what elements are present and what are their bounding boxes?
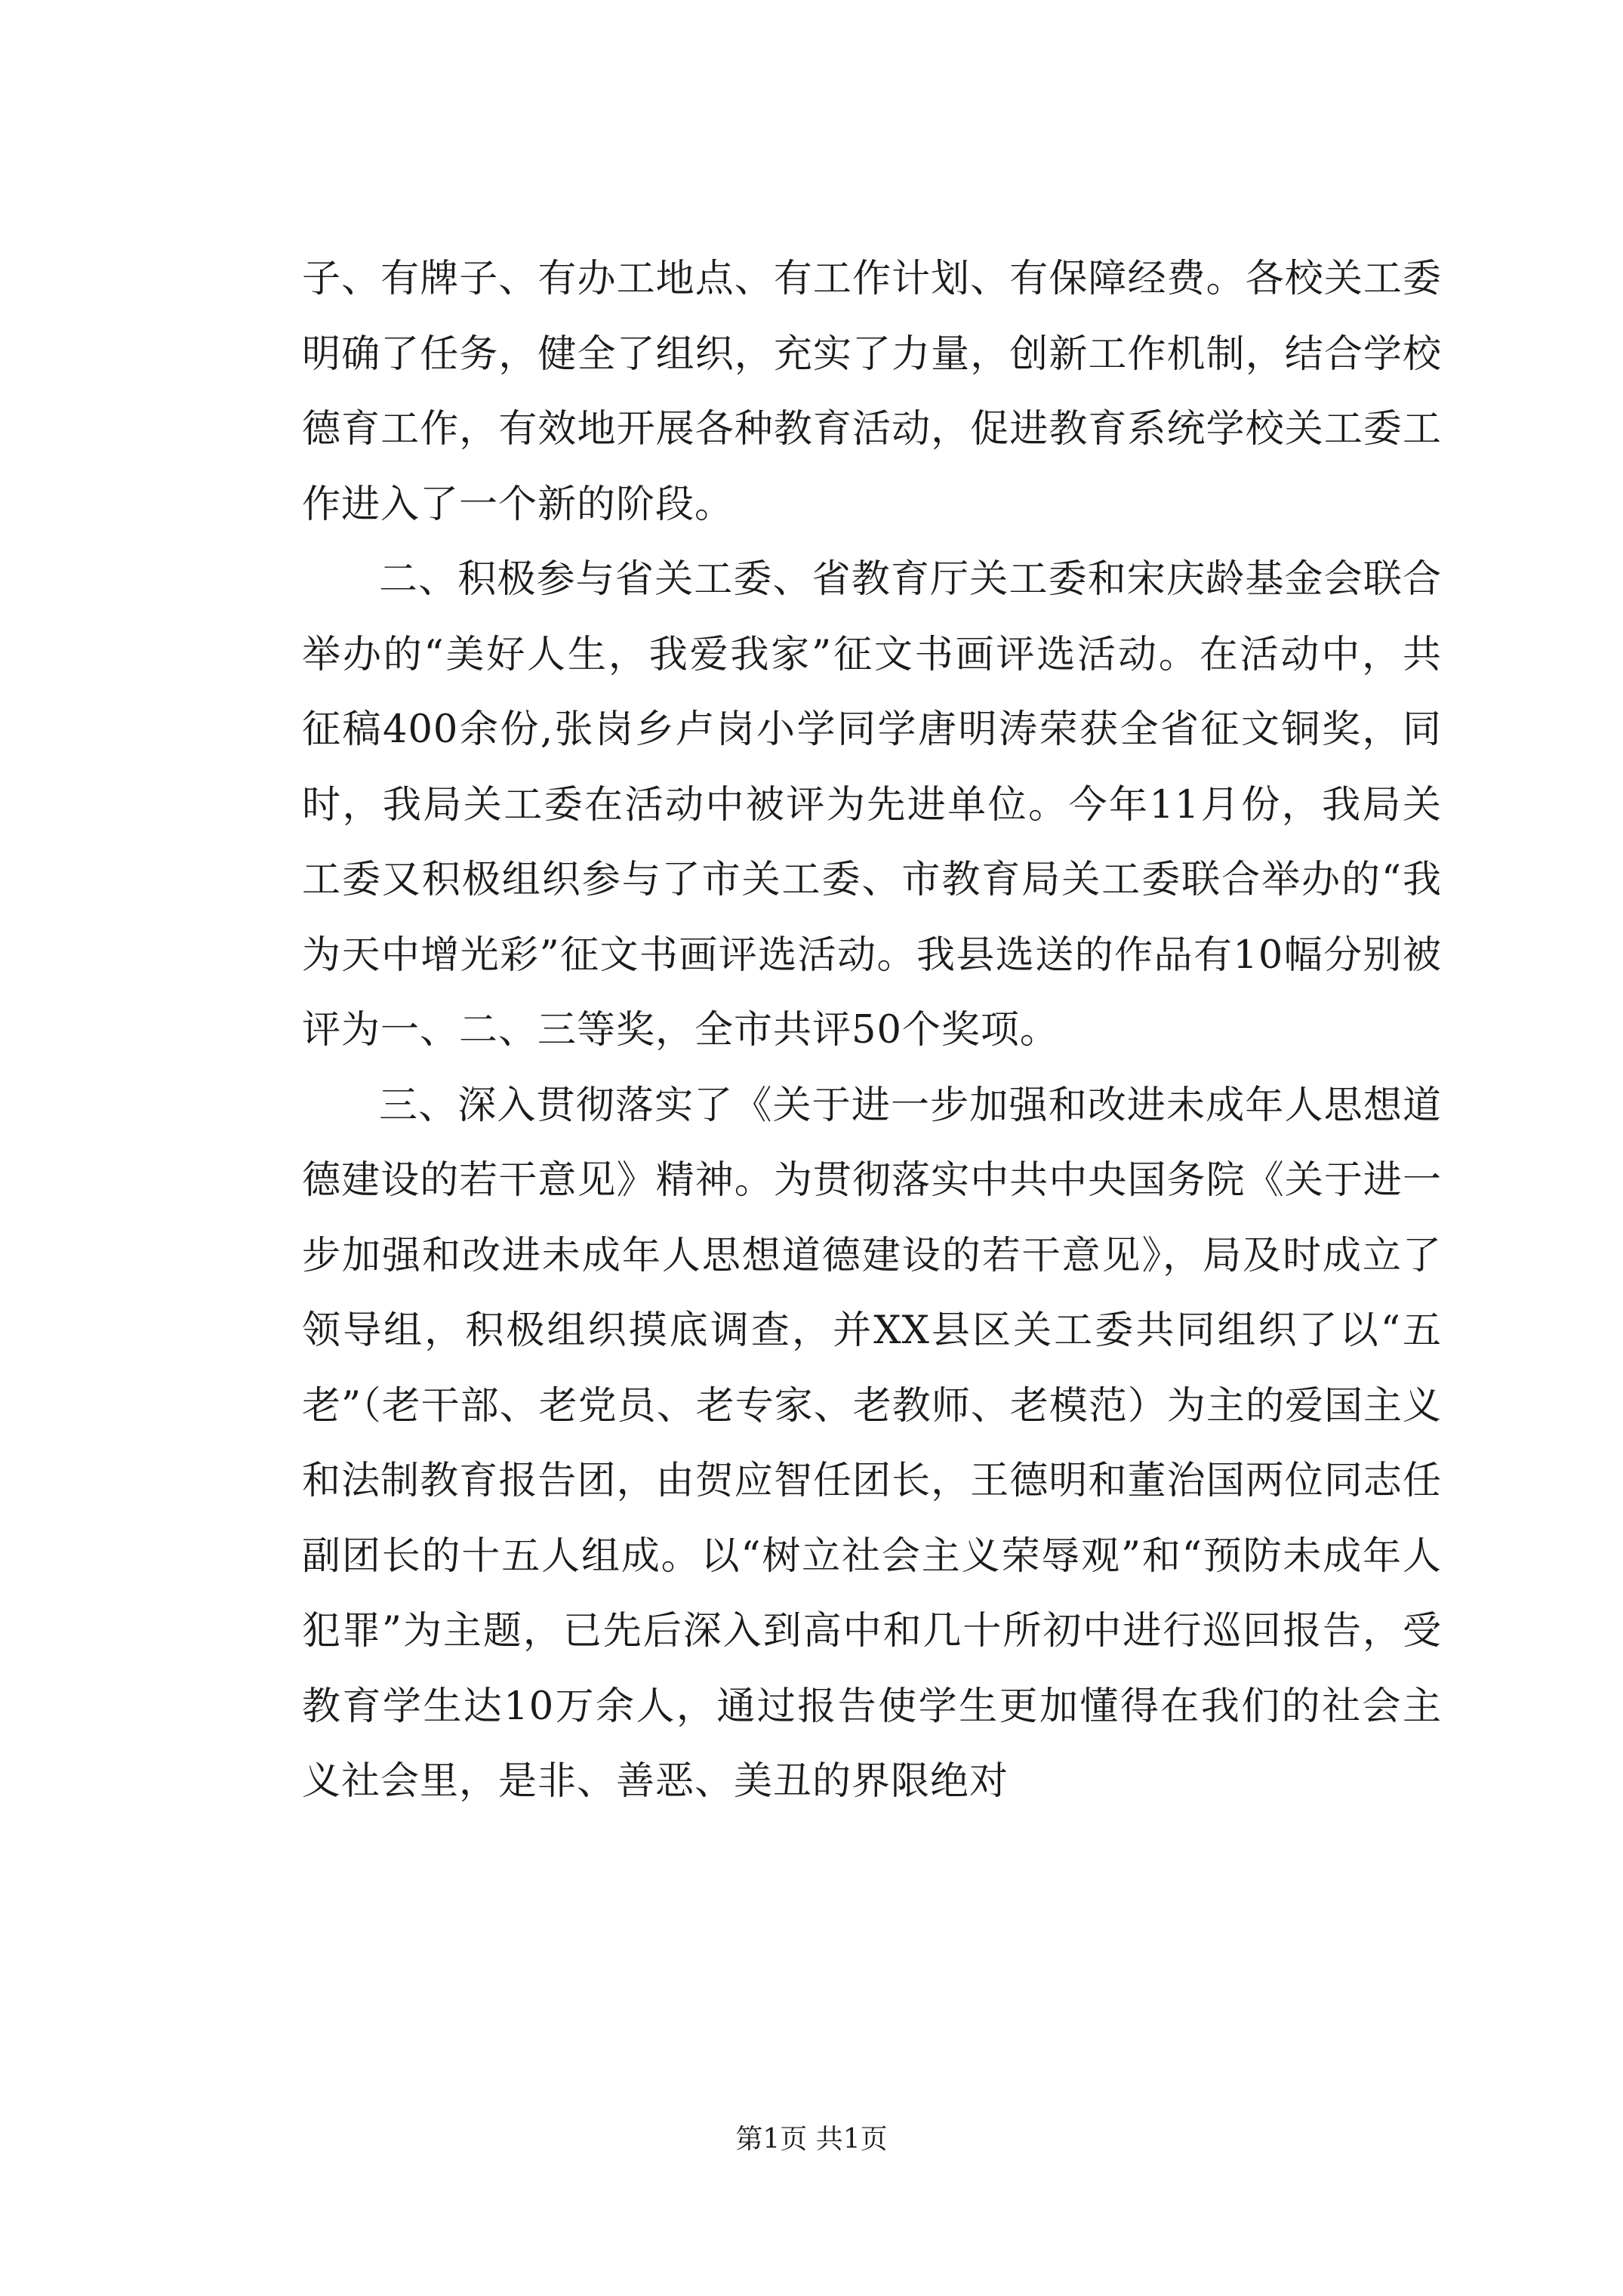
paragraph-continued: 子、有牌子、有办工地点、有工作计划、有保障经费。各校关工委明确了任务，健全了组织，充实了力量，创新工作机制，结合学校德育工作，有效地开展各种教育活动，促进教育系统学校关工委工作进入了一个新的阶段。 xyxy=(302,257,1442,527)
paragraph-section-two: 二、积极参与省关工委、省教育厅关工委和宋庆龄基金会联合举办的“美好人生，我爱我家”征文书画评选活动。在活动中，共征稿400余份,张岗乡卢岗小学同学唐明涛荣获全省征文铜奖，同时，我局关工委在活动中被评为先进单位。今年11月份，我局关工委又积极组织参与了市关工委、市教育局关工委联合举办的“我为天中增光彩”征文书画评选活动。我县选送的作品有10幅分别被评为一、二、三等奖，全市共评50个奖项。 xyxy=(302,557,1442,1052)
page-footer: 第1页 共1页 xyxy=(735,2124,888,2155)
document-body xyxy=(302,242,1442,1820)
paragraph-section-three: 三、深入贯彻落实了《关于进一步加强和改进未成年人思想道德建设的若干意见》精神。为贯彻落实中共中央国务院《关于进一步加强和改进未成年人思想道德建设的若干意见》，局及时成立了领导组，积极组织摸底调查，并XX县区关工委共同组织了以“五老”（老干部、老党员、老专家、老教师、老模范）为主的爱国主义和法制教育报告团，由贺应智任团长，王德明和董治国两位同志任副团长的十五人组成。以“树立社会主义荣辱观”和“预防未成年人犯罪”为主题，已先后深入到高中和几十所初中进行巡回报告，受教育学生达10万余人，通过报告使学生更加懂得在我们的社会主义社会里，是非、善恶、美丑的界限绝对 xyxy=(302,1083,1442,1804)
